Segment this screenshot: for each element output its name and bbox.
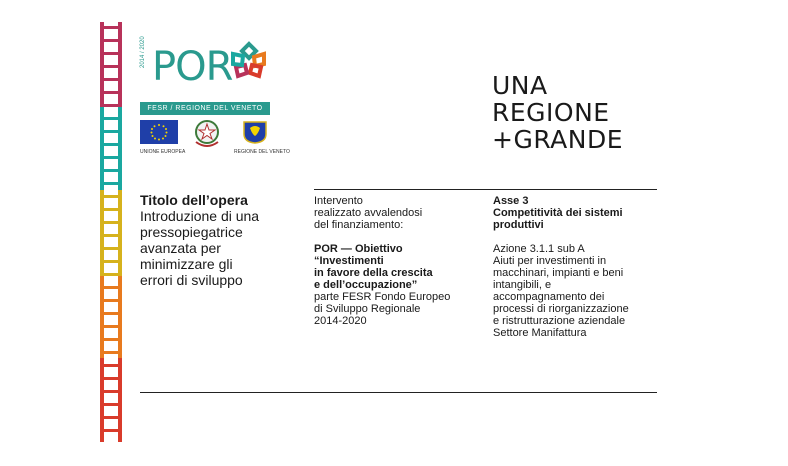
ladder-rung: [100, 221, 122, 224]
veneto-crest-icon: [242, 120, 268, 144]
opera-description: Introduzione di una pressopiegatrice avanzata per minimizzare gli errori di sviluppo: [140, 208, 260, 288]
ladder-rung: [100, 117, 122, 120]
ladder-rung: [100, 182, 122, 185]
axis-column: [493, 195, 663, 339]
ladder-rung: [100, 325, 122, 328]
ladder-rung: [100, 312, 122, 315]
ladder-rung: [100, 39, 122, 42]
ladder-rung: [100, 130, 122, 133]
por-years: 2014 / 2020: [140, 36, 146, 68]
ladder-rung: [100, 286, 122, 289]
ladder-rung: [100, 78, 122, 81]
slogan-line-2: REGIONE: [492, 98, 610, 127]
ladder-rung: [100, 52, 122, 55]
ladder-rung: [100, 260, 122, 263]
financing-fund: parte FESR Fondo Europeo di Sviluppo Regionale 2014-2020: [314, 291, 451, 327]
ladder-rung: [100, 299, 122, 302]
slogan: [492, 72, 623, 153]
por-flower-icon: [228, 40, 270, 82]
ladder-rung: [100, 273, 122, 276]
ladder-rung: [100, 416, 122, 419]
ladder-rung: [100, 377, 122, 380]
ladder-rung: [100, 195, 122, 198]
axis-heading: Asse 3 Competitività dei sistemi produttivi: [493, 195, 623, 231]
italian-emblem-icon: [192, 118, 222, 150]
opera-title-block: [140, 192, 300, 288]
financing-objective: POR — Obiettivo “Investimenti in favore della crescita e dell’occupazione”: [314, 243, 433, 291]
financing-intro: Intervento realizzato avvalendosi del finanziamento:: [314, 195, 423, 231]
ladder-rung: [100, 351, 122, 354]
slogan-line-3: +GRANDE: [492, 125, 624, 154]
divider-bottom: [140, 392, 657, 393]
axis-description: Azione 3.1.1 sub A Aiuti per investimenti in macchinari, impianti e beni intangibili, e accompagnamento dei processi di riorganizzazione e ristrutturazione aziendale Settore Manifattura: [493, 243, 629, 339]
eu-label: UNIONE EUROPEA: [140, 149, 186, 155]
ladder-rung: [100, 429, 122, 432]
ladder-rung: [100, 364, 122, 367]
ladder-rung: [100, 403, 122, 406]
eu-flag-icon: [140, 120, 178, 144]
financing-column: [314, 195, 482, 327]
ladder-rung: [100, 156, 122, 159]
ladder-rung: [100, 234, 122, 237]
slogan-line-1: UNA: [492, 71, 548, 100]
fesr-banner: FESR / REGIONE DEL VENETO: [140, 102, 270, 115]
ladder-rung: [100, 91, 122, 94]
ladder-rung: [100, 338, 122, 341]
ladder-rung: [100, 143, 122, 146]
ladder-rung: [100, 65, 122, 68]
ladder-rung: [100, 390, 122, 393]
ladder-rung: [100, 169, 122, 172]
ladder-rung: [100, 247, 122, 250]
ladder-decoration: [100, 22, 122, 442]
por-logo-text: POR: [152, 44, 233, 90]
opera-heading: Titolo dell’opera: [140, 192, 248, 208]
ladder-rung: [100, 104, 122, 107]
divider-top: [314, 189, 657, 190]
ladder-rung: [100, 208, 122, 211]
veneto-label: REGIONE DEL VENETO: [234, 149, 290, 155]
ladder-rung: [100, 26, 122, 29]
